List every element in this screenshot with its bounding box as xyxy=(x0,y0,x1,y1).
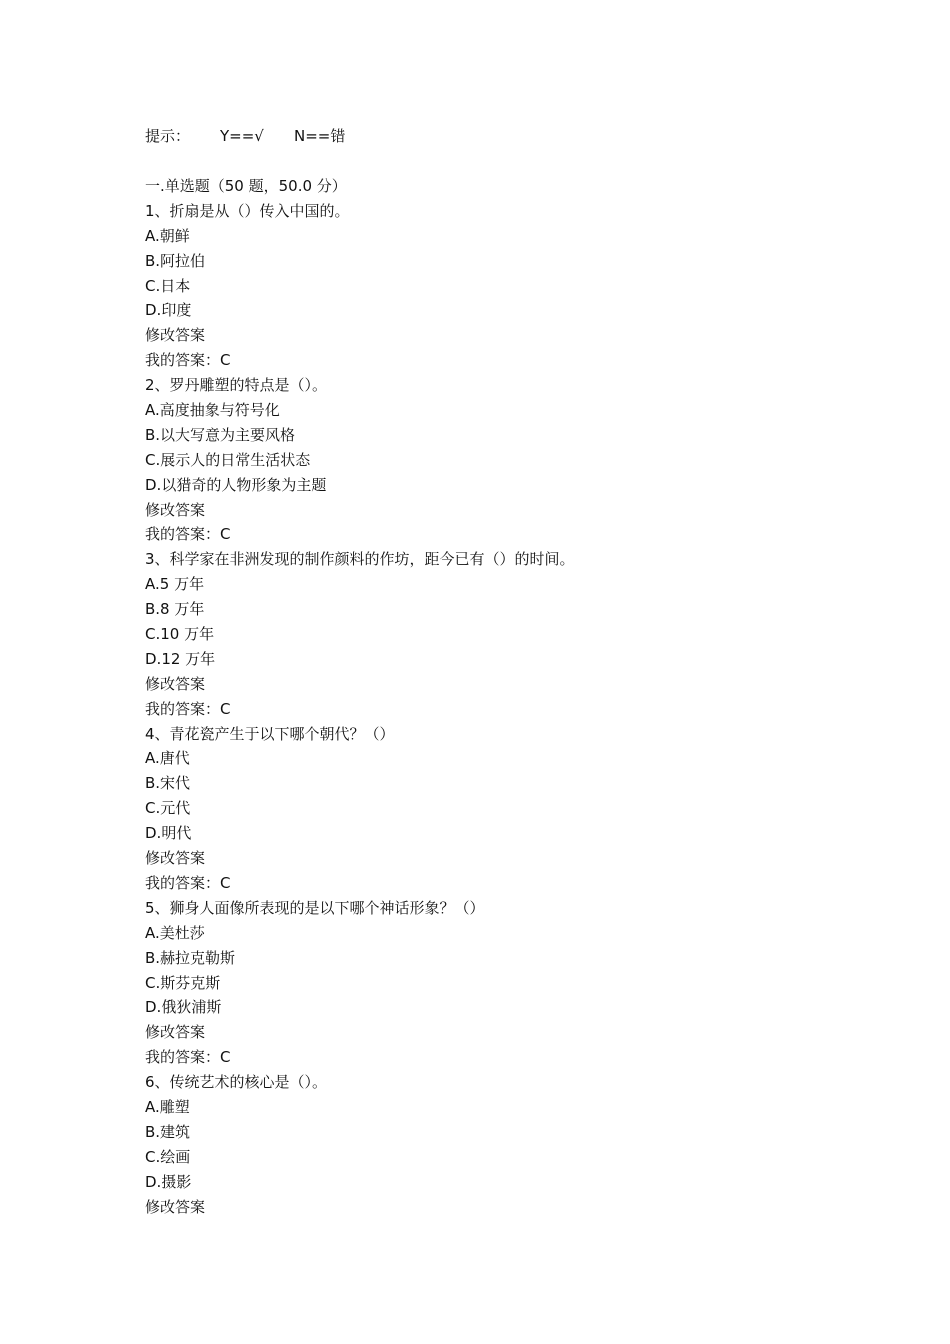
hint-yes: Y==√ xyxy=(220,127,264,145)
option-c: C.绘画 xyxy=(145,1147,191,1166)
option-c: C.日本 xyxy=(145,276,191,295)
edit-answer-link[interactable]: 修改答案 xyxy=(145,1023,206,1042)
option-c: C.展示人的日常生活状态 xyxy=(145,450,311,469)
edit-answer-link[interactable]: 修改答案 xyxy=(145,674,206,693)
edit-answer-link[interactable]: 修改答案 xyxy=(145,326,206,345)
question-3 xyxy=(145,547,865,721)
option-c: C.元代 xyxy=(145,799,191,818)
question-stem: 2、罗丹雕塑的特点是（）。 xyxy=(145,376,328,395)
option-b: B.以大写意为主要风格 xyxy=(145,425,296,444)
question-2 xyxy=(145,373,865,547)
option-d: D.印度 xyxy=(145,301,192,320)
question-4 xyxy=(145,722,865,896)
my-answer: 我的答案：C xyxy=(145,351,231,370)
edit-answer-link[interactable]: 修改答案 xyxy=(145,500,206,519)
option-a: A.5 万年 xyxy=(145,575,205,594)
edit-answer-link[interactable]: 修改答案 xyxy=(145,849,206,868)
hint-no: N==错 xyxy=(294,127,346,145)
question-6 xyxy=(145,1070,865,1219)
option-a: A.朝鲜 xyxy=(145,226,190,245)
question-stem: 3、科学家在非洲发现的制作颜料的作坊，距今已有（）的时间。 xyxy=(145,550,575,569)
section-title: 一.单选题（50 题，50.0 分） xyxy=(145,177,347,195)
option-a: A.雕塑 xyxy=(145,1097,190,1116)
my-answer: 我的答案：C xyxy=(145,525,231,544)
question-stem: 5、狮身人面像所表现的是以下哪个神话形象？（） xyxy=(145,898,485,917)
option-d: D.以猎奇的人物形象为主题 xyxy=(145,475,327,494)
hint-line xyxy=(145,124,865,149)
blank-line xyxy=(145,149,865,174)
option-d: D.摄影 xyxy=(145,1172,192,1191)
option-d: D.俄狄浦斯 xyxy=(145,998,222,1017)
document-page xyxy=(145,124,865,1219)
option-b: B.8 万年 xyxy=(145,600,205,619)
question-1 xyxy=(145,199,865,373)
option-b: B.建筑 xyxy=(145,1122,191,1141)
question-stem: 6、传统艺术的核心是（）。 xyxy=(145,1073,328,1092)
option-b: B.宋代 xyxy=(145,774,191,793)
my-answer: 我的答案：C xyxy=(145,873,231,892)
question-stem: 4、青花瓷产生于以下哪个朝代？（） xyxy=(145,724,395,743)
question-5 xyxy=(145,896,865,1070)
option-c: C.斯芬克斯 xyxy=(145,973,221,992)
option-a: A.美杜莎 xyxy=(145,923,205,942)
option-b: B.赫拉克勒斯 xyxy=(145,948,236,967)
option-d: D.12 万年 xyxy=(145,649,216,668)
my-answer: 我的答案：C xyxy=(145,699,231,718)
my-answer: 我的答案：C xyxy=(145,1048,231,1067)
option-a: A.唐代 xyxy=(145,749,190,768)
option-a: A.高度抽象与符号化 xyxy=(145,401,280,420)
hint-label: 提示： xyxy=(145,127,191,145)
option-d: D.明代 xyxy=(145,824,192,843)
edit-answer-link[interactable]: 修改答案 xyxy=(145,1197,206,1216)
option-b: B.阿拉伯 xyxy=(145,251,206,270)
question-stem: 1、折扇是从（）传入中国的。 xyxy=(145,201,350,220)
option-c: C.10 万年 xyxy=(145,625,215,644)
